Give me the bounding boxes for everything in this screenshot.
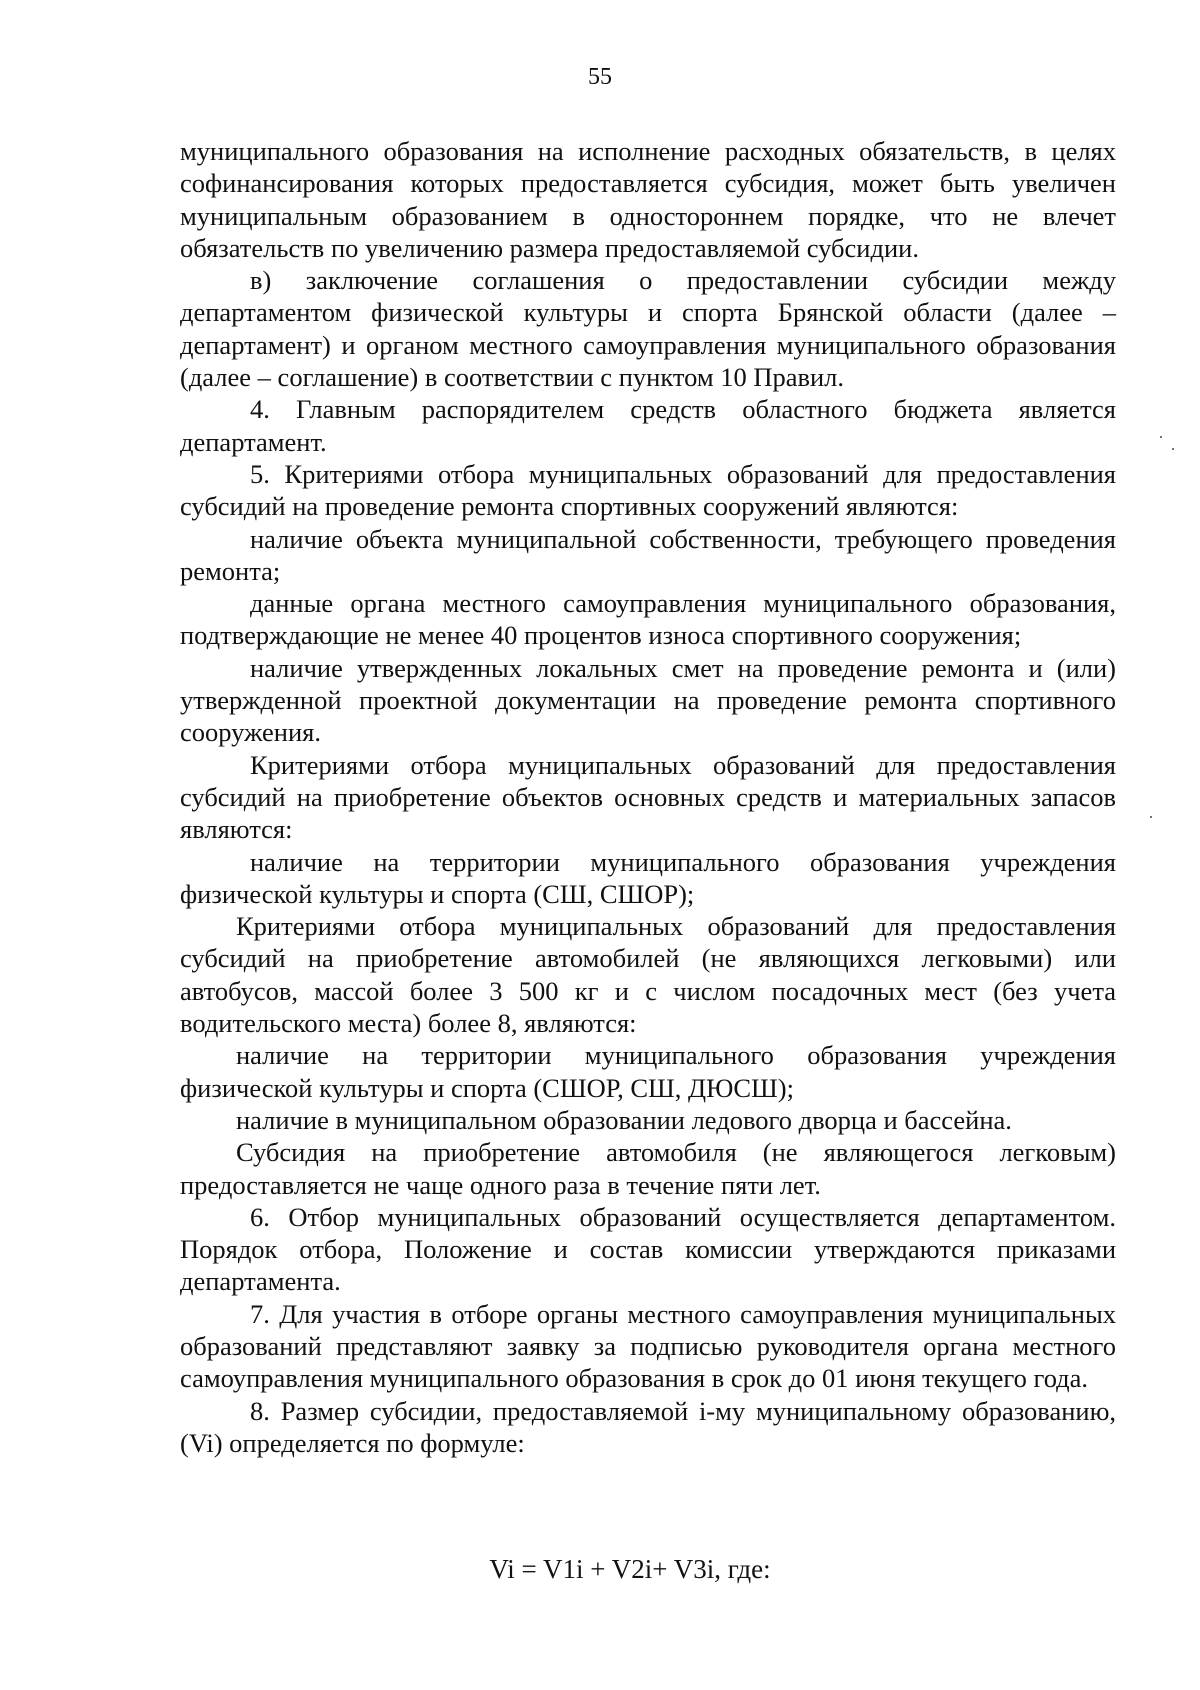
scan-speck [1172, 448, 1174, 450]
paragraph-14: 6. Отбор муниципальных образований осуществляется департаментом. Порядок отбора, Положение и состав комиссии утверждаются приказами департамента. [180, 1201, 1116, 1297]
paragraph-2: в) заключение соглашения о предоставлении субсидии между департаментом физической культуры и спорта Брянской области (далее – департамент) и органом местного самоуправления муниципального образования (далее – соглашение) в соответствии с пунктом 10 Правил. [180, 265, 1116, 393]
paragraph-9: наличие на территории муниципального образования учреждения физической культуры и спорта (СШ, СШОР); [180, 846, 1116, 909]
paragraph-16: 8. Размер субсидии, предоставляемой i-му муниципальному образованию, (Vi) определяется по формуле: [180, 1395, 1116, 1458]
paragraph-10: Критериями отбора муниципальных образований для предоставления субсидий на приобретение автомобилей (не являющихся легковыми) или автобусов, массой более 3 500 кг и с числом посадочных мест (без учета водительского места) более 8, являются: [180, 911, 1116, 1039]
scan-speck [1160, 436, 1162, 438]
paragraph-11: наличие на территории муниципального образования учреждения физической культуры и спорта (СШОР, СШ, ДЮСШ); [180, 1040, 1116, 1103]
paragraph-3: 4. Главным распорядителем средств областного бюджета является департамент. [180, 394, 1116, 457]
formula: Vi = V1i + V2i+ V3i, где: [489, 1554, 771, 1584]
paragraph-12: наличие в муниципальном образовании ледового дворца и бассейна. [236, 1104, 1012, 1135]
paragraph-5: наличие объекта муниципальной собственности, требующего проведения ремонта; [180, 523, 1116, 586]
paragraph-4: 5. Критериями отбора муниципальных образований для предоставления субсидий на проведение ремонта спортивных сооружений являются: [180, 458, 1116, 522]
paragraph-6: данные органа местного самоуправления муниципального образования, подтверждающие не менее 40 процентов износа спортивного сооружения; [180, 588, 1116, 651]
page-number: 55 [588, 64, 612, 90]
paragraph-7: наличие утвержденных локальных смет на проведение ремонта и (или) утвержденной проектной документации на проведение ремонта спортивного сооружения. [180, 652, 1116, 748]
document-body [180, 135, 1116, 1459]
paragraph-1: муниципального образования на исполнение расходных обязательств, в целях софинансирования которых предоставляется субсидия, может быть увеличен муниципальным образованием в одностороннем порядке, что не влечет обязательств по увеличению размера предоставляемой субсидии. [180, 136, 1116, 263]
scan-speck [1150, 816, 1152, 818]
paragraph-13: Субсидия на приобретение автомобиля (не являющегося легковым) предоставляется не чаще одного раза в течение пяти лет. [180, 1137, 1116, 1200]
paragraph-15: 7. Для участия в отборе органы местного самоуправления муниципальных образований представляют заявку за подписью руководителя органа местного самоуправления муниципального образования в срок до 01 июня текущего года. [180, 1298, 1116, 1394]
paragraph-8: Критериями отбора муниципальных образований для предоставления субсидий на приобретение объектов основных средств и материальных запасов являются: [180, 749, 1116, 845]
